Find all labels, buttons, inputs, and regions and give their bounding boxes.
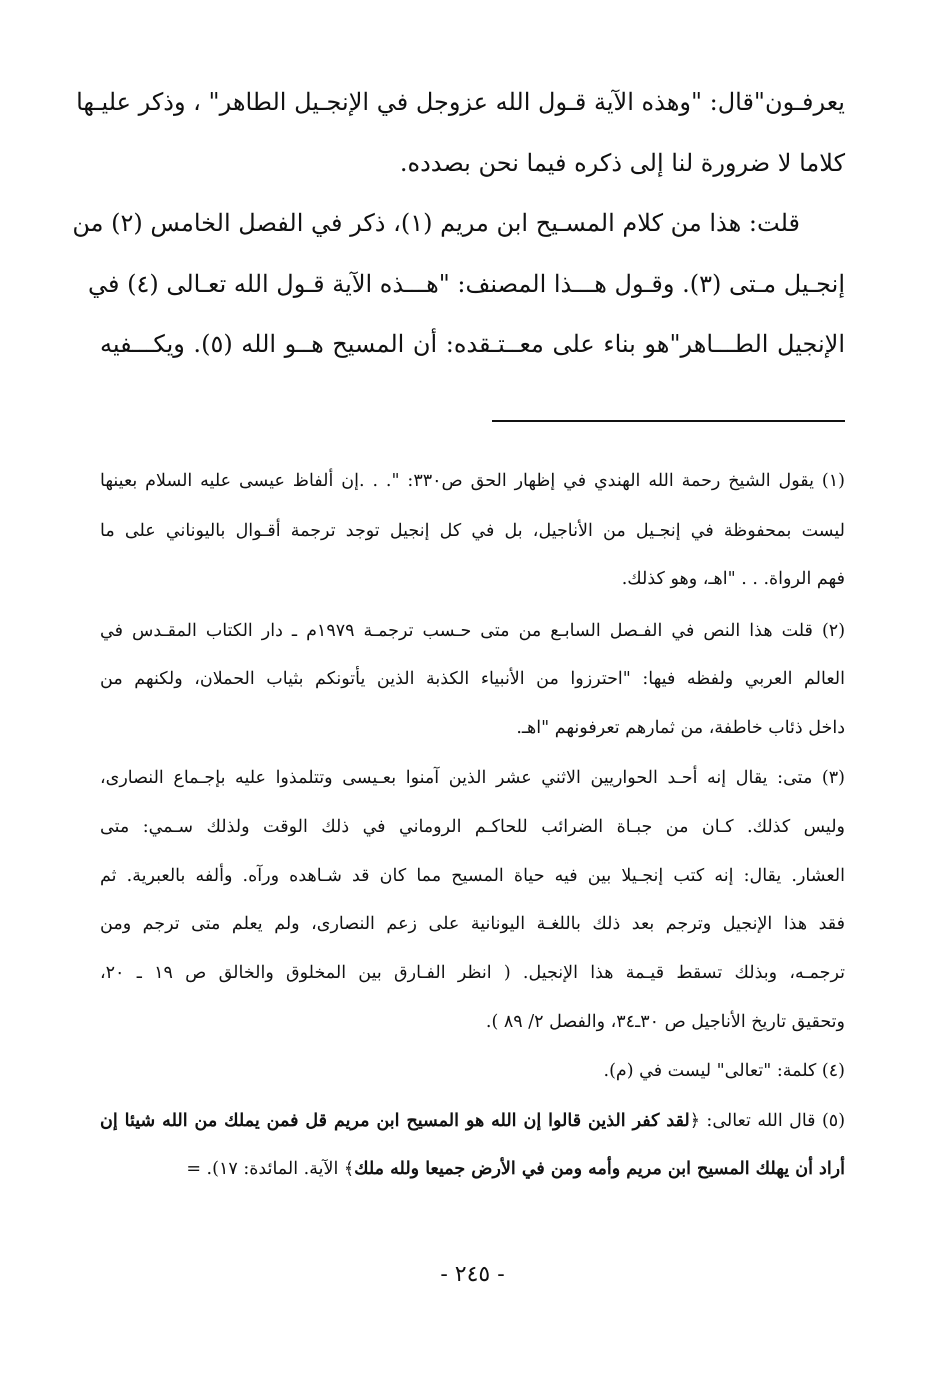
footnote-3-line-2: وليس كذلك. كـان من جبـاة الضرائب للحاكـم الروماني في ذلك الوقت ولذلك سـمي: متى [100, 817, 845, 837]
quran-verse-part-1: لقد كفر الذين قالوا إن الله هو المسيح ابن مريم قل فمن يملك من الله شيئا إن [100, 1111, 690, 1131]
footnote-1-line-1: (١) يقول الشيخ رحمة الله الهندي في إظهار الحق ص٣٣٠: ". . .إن ألفاظ عيسى عليه السلام بعينها [100, 471, 845, 491]
quran-verse-part-2: أراد أن يهلك المسيح ابن مريم وأمه ومن في الأرض جميعا ولله ملك [354, 1159, 845, 1179]
main-text-line-5: الإنجيل الطـــاهر"هو بناء على معــتـقده: أن المسيح هــو الله (٥). ويكـــفيه [100, 330, 845, 358]
footnote-3-line-4: فقد هذا الإنجيل وترجم بعد ذلك باللغـة اليونانية على زعم النصارى، ولم يعلم متى ترجم ومن [100, 914, 845, 934]
footnote-1-line-3: فهم الرواة. . . "اهـ، وهو كذلك. [621, 569, 845, 589]
footnote-1-line-2: ليست بمحفوظة في إنجـيل من الأناجيل، بل في كل إنجيل توجد ترجمة أقـوال باليوناني على ما [100, 521, 845, 541]
footnote-3-line-5: ترجمـه، وبذلك تسقط قيـمة هذا الإنجيل. ( انظر الفـارق بين المخلوق والخالق ص ١٩ ـ ٢٠، [100, 963, 845, 983]
footnote-4: (٤) كلمة: "تعالى" ليست في (م). [603, 1061, 845, 1081]
footnote-3-line-1: (٣) متى: يقال إنه أحـد الحواريين الاثني عشر الذين آمنوا بعـيسى وتتلمذوا عليه بإجـماع النصارى، [100, 768, 845, 788]
footnote-5-line-2 [100, 1159, 845, 1179]
footnote-2-line-3: داخل ذئاب خاطفة، من ثمارهم تعرفونهم "اهـ. [516, 718, 845, 738]
footnote-3-line-3: العشار. يقال: إنه كتب إنجـيلا بين فيه حياة المسيح مما كان قد شـاهده ورآه. وألفه بالعبرية. ثم [100, 866, 845, 886]
footnote-5-line-1 [100, 1111, 845, 1131]
footnote-5-prefix: (٥) قال الله تعالى: ﴿ [689, 1111, 846, 1131]
main-text-line-2: كلاما لا ضرورة لنا إلى ذكره فيما نحن بصدده. [399, 149, 845, 177]
footnote-2-line-2: العالم العربي ولفظه فيها: "احترزوا من الأنبياء الكذبة الذين يأتونكم بثياب الحملان، ولكنهم من [100, 669, 845, 689]
main-text-line-1: يعرفـون"قال: "وهذه الآية قـول الله عزوجل في الإنجـيل الطاهر" ، وذكر عليـها [76, 88, 845, 116]
footnote-divider [492, 420, 845, 422]
main-text-line-4: إنجـيل مـتى (٣). وقـول هـــذا المصنف: "هـــذه الآية قـول الله تعـالى (٤) في [87, 270, 845, 298]
footnote-2-line-1: (٢) قلت هذا النص في الفـصل السابـع من متى حـسب ترجمـة ١٩٧٩م ـ دار الكتاب المقـدس في [100, 621, 846, 641]
footnote-5-suffix: ﴾ الآية. المائدة: ١٧). = [186, 1159, 355, 1179]
main-text-line-3: قلت: هذا من كلام المسـيح ابن مريم (١)، ذكر في الفصل الخامس (٢) من [72, 209, 800, 237]
page-number: - ٢٤٥ - [440, 1262, 505, 1287]
footnote-3-line-6: وتحقيق تاريخ الأناجيل ص ٣٠ـ٣٤، والفصل ٢/ ٨٩ ). [485, 1012, 845, 1032]
